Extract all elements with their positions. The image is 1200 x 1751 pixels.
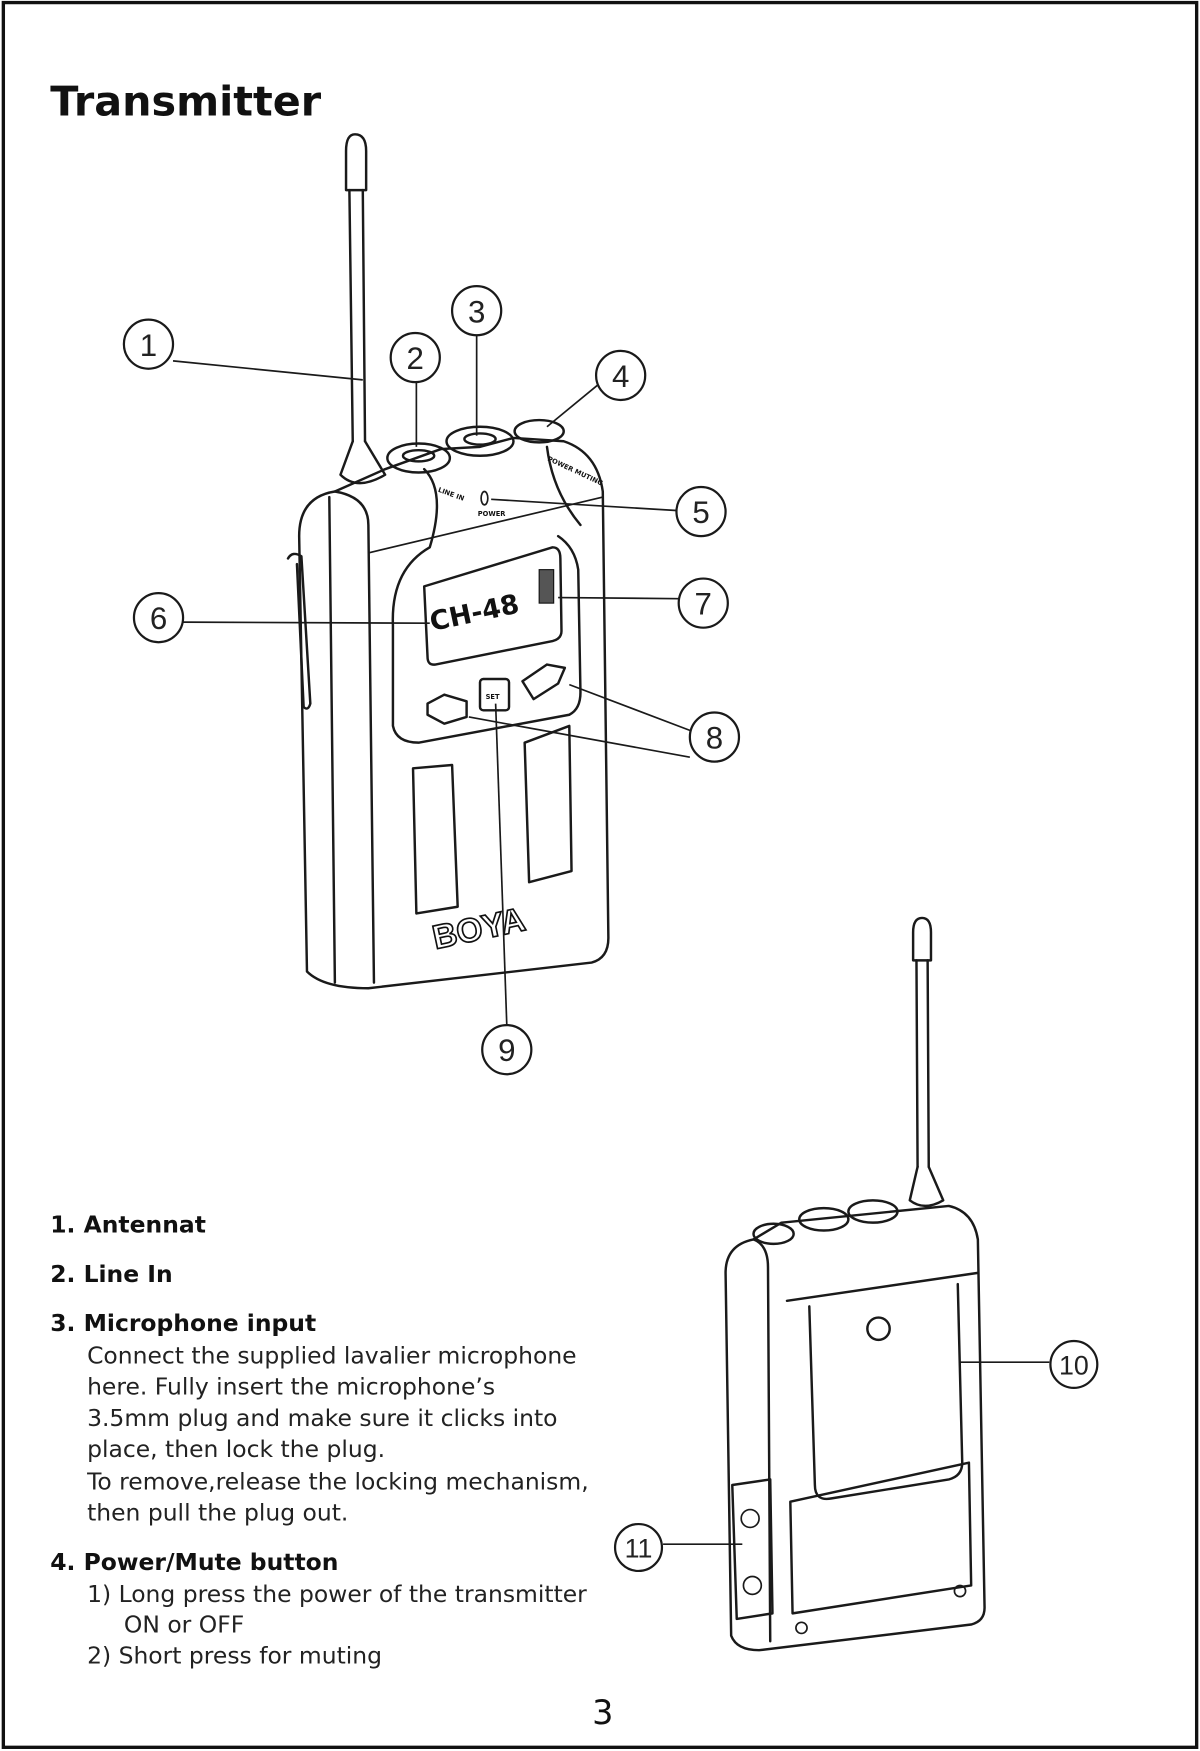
svg-text:3: 3	[467, 294, 486, 330]
svg-text:POWER: POWER	[477, 510, 506, 519]
item-text: then pull the plug out.	[87, 1498, 349, 1527]
item-text: ON or OFF	[123, 1610, 245, 1639]
svg-text:8: 8	[705, 720, 724, 756]
callout-5	[676, 487, 725, 536]
svg-text:1: 1	[139, 327, 158, 363]
feature-list	[50, 1211, 588, 1670]
item-text: 3.5mm plug and make sure it clicks into	[87, 1403, 558, 1432]
item-heading: 3. Microphone input	[50, 1308, 317, 1337]
item-heading: 2. Line In	[50, 1259, 173, 1288]
item-text: place, then lock the plug.	[87, 1435, 386, 1464]
page-number: 3	[592, 1692, 614, 1732]
callout-1	[124, 320, 173, 369]
svg-text:7: 7	[694, 586, 712, 622]
lcd-channel-display: CH-48	[427, 588, 522, 638]
item-heading: 1. Antennat	[50, 1210, 206, 1239]
svg-text:5: 5	[692, 495, 710, 531]
svg-text:LINE IN: LINE IN	[436, 485, 466, 503]
item-text: To remove,release the locking mechanism,	[87, 1467, 589, 1496]
callout-6	[134, 593, 183, 642]
plus-button	[522, 665, 564, 700]
callout-7	[679, 579, 728, 628]
item-heading: 4. Power/Mute button	[50, 1547, 339, 1576]
item-text: here. Fully insert the microphone’s	[87, 1372, 496, 1401]
item-text: 1) Long press the power of the transmitter	[87, 1580, 587, 1609]
callout-10	[1050, 1341, 1097, 1388]
svg-text:10: 10	[1058, 1350, 1089, 1381]
svg-text:2: 2	[406, 341, 424, 377]
callout-4	[596, 351, 645, 400]
svg-text:11: 11	[624, 1533, 653, 1564]
callout-2	[391, 333, 440, 382]
item-text: Connect the supplied lavalier microphone	[87, 1341, 577, 1370]
svg-text:POWER MUTING: POWER MUTING	[546, 454, 605, 488]
callout-3	[452, 286, 501, 335]
svg-text:9: 9	[498, 1033, 516, 1069]
transmitter-back-illustration	[726, 918, 985, 1650]
battery-icon	[539, 570, 554, 603]
callout-9	[482, 1025, 531, 1074]
brand-logo: BOYA	[429, 901, 529, 957]
item-text: 2) Short press for muting	[87, 1641, 383, 1670]
minus-button	[428, 695, 467, 724]
transmitter-front-illustration	[288, 134, 608, 988]
callout-11	[615, 1524, 662, 1571]
page-title: Transmitter	[50, 77, 322, 126]
svg-text:6: 6	[149, 601, 168, 637]
callout-8	[690, 713, 739, 762]
svg-text:4: 4	[611, 359, 630, 395]
svg-text:SET: SET	[485, 693, 500, 702]
